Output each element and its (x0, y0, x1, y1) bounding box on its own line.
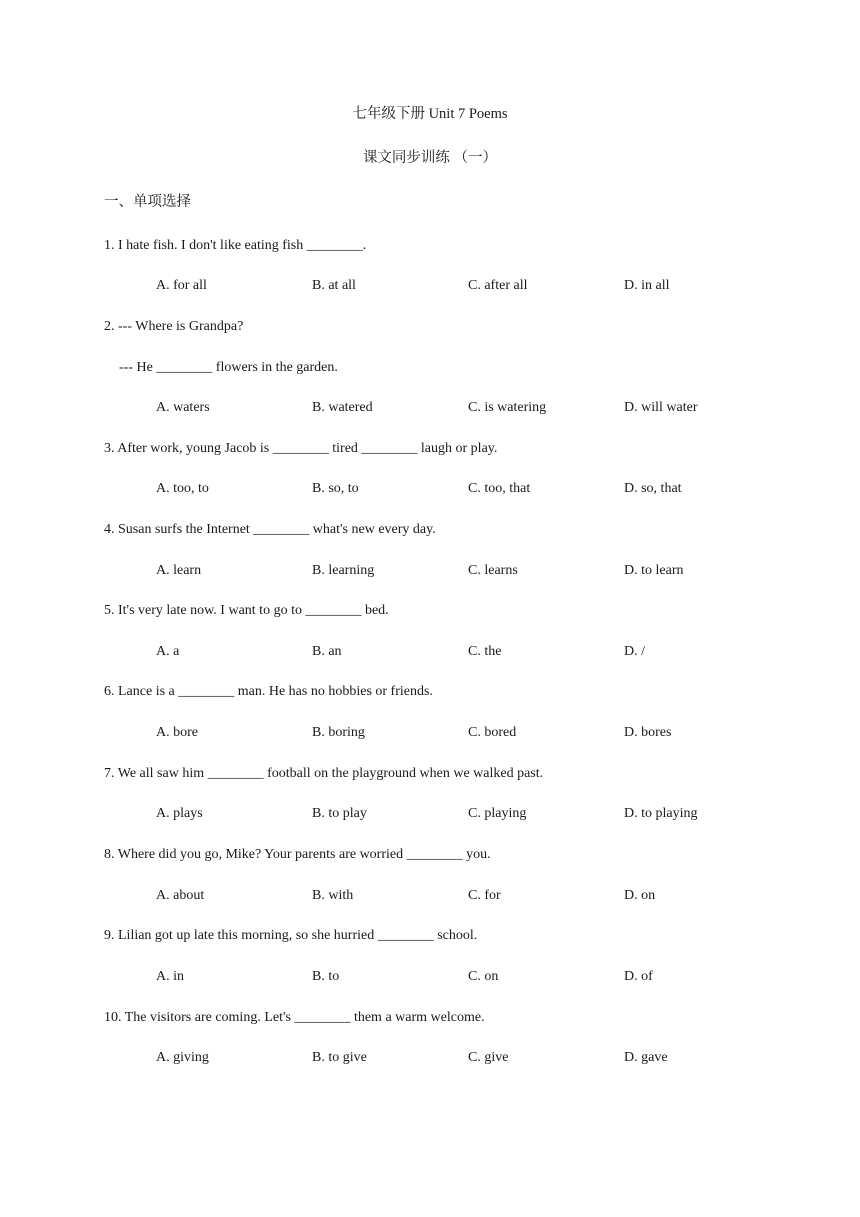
question-stem: 9. Lilian got up late this morning, so she hurried ________ school. (104, 928, 478, 943)
page-subtitle: 课文同步训练 （一） (362, 150, 498, 166)
option-d: D. to playing (624, 806, 698, 821)
option-d: D. bores (624, 725, 672, 740)
option-a: A. bore (156, 725, 198, 740)
option-c: C. too, that (468, 481, 531, 496)
option-row (0, 723, 860, 743)
option-b: B. watered (312, 400, 373, 415)
option-d: D. in all (624, 278, 670, 293)
option-row (0, 276, 860, 296)
option-d: D. / (624, 644, 645, 659)
option-c: C. after all (468, 278, 528, 293)
question-stem: 6. Lance is a ________ man. He has no hobbies or friends. (104, 684, 433, 699)
question-stem: 10. The visitors are coming. Let's ________ them a warm welcome. (104, 1010, 485, 1025)
option-a: A. learn (156, 563, 202, 578)
option-b: B. so, to (312, 481, 359, 496)
option-a: A. waters (156, 400, 210, 415)
option-b: B. to play (312, 806, 367, 821)
option-c: C. on (468, 969, 499, 984)
option-row (0, 561, 860, 581)
option-c: C. is watering (468, 400, 547, 415)
option-c: C. the (468, 644, 502, 659)
option-a: A. in (156, 969, 184, 984)
question-stem: 5. It's very late now. I want to go to ________ bed. (104, 603, 389, 618)
option-c: C. bored (468, 725, 517, 740)
option-c: C. for (468, 888, 501, 903)
option-b: B. to (312, 969, 340, 984)
option-b: B. with (312, 888, 354, 903)
option-d: D. on (624, 888, 656, 903)
option-a: A. about (156, 888, 205, 903)
option-b: B. boring (312, 725, 365, 740)
section-heading: 一、单项选择 (104, 194, 191, 210)
option-a: A. too, to (156, 481, 209, 496)
question-stem: 8. Where did you go, Mike? Your parents are worried ________ you. (104, 847, 491, 862)
option-row (0, 886, 860, 906)
option-row (0, 398, 860, 418)
option-d: D. gave (624, 1050, 668, 1065)
option-row (0, 642, 860, 662)
page-title: 七年级下册 Unit 7 Poems (352, 106, 508, 122)
option-a: A. for all (156, 278, 207, 293)
option-d: D. so, that (624, 481, 682, 496)
option-d: D. will water (624, 400, 698, 415)
option-c: C. give (468, 1050, 509, 1065)
option-c: C. playing (468, 806, 527, 821)
question-stem: 1. I hate fish. I don't like eating fish ________. (104, 238, 367, 253)
option-b: B. at all (312, 278, 356, 293)
question-stem: 2. --- Where is Grandpa? (104, 319, 244, 334)
option-row (0, 967, 860, 987)
question-stem: 3. After work, young Jacob is ________ tired ________ laugh or play. (104, 441, 498, 456)
option-a: A. giving (156, 1050, 209, 1065)
option-row (0, 1048, 860, 1068)
option-a: A. a (156, 644, 180, 659)
question-stem-continuation: --- He ________ flowers in the garden. (119, 360, 338, 375)
option-a: A. plays (156, 806, 203, 821)
option-row (0, 479, 860, 499)
question-stem: 7. We all saw him ________ football on the playground when we walked past. (104, 766, 544, 781)
option-b: B. learning (312, 563, 375, 578)
question-stem: 4. Susan surfs the Internet ________ what's new every day. (104, 522, 436, 537)
option-row (0, 804, 860, 824)
option-d: D. to learn (624, 563, 684, 578)
option-d: D. of (624, 969, 653, 984)
option-b: B. to give (312, 1050, 367, 1065)
option-b: B. an (312, 644, 342, 659)
option-c: C. learns (468, 563, 518, 578)
